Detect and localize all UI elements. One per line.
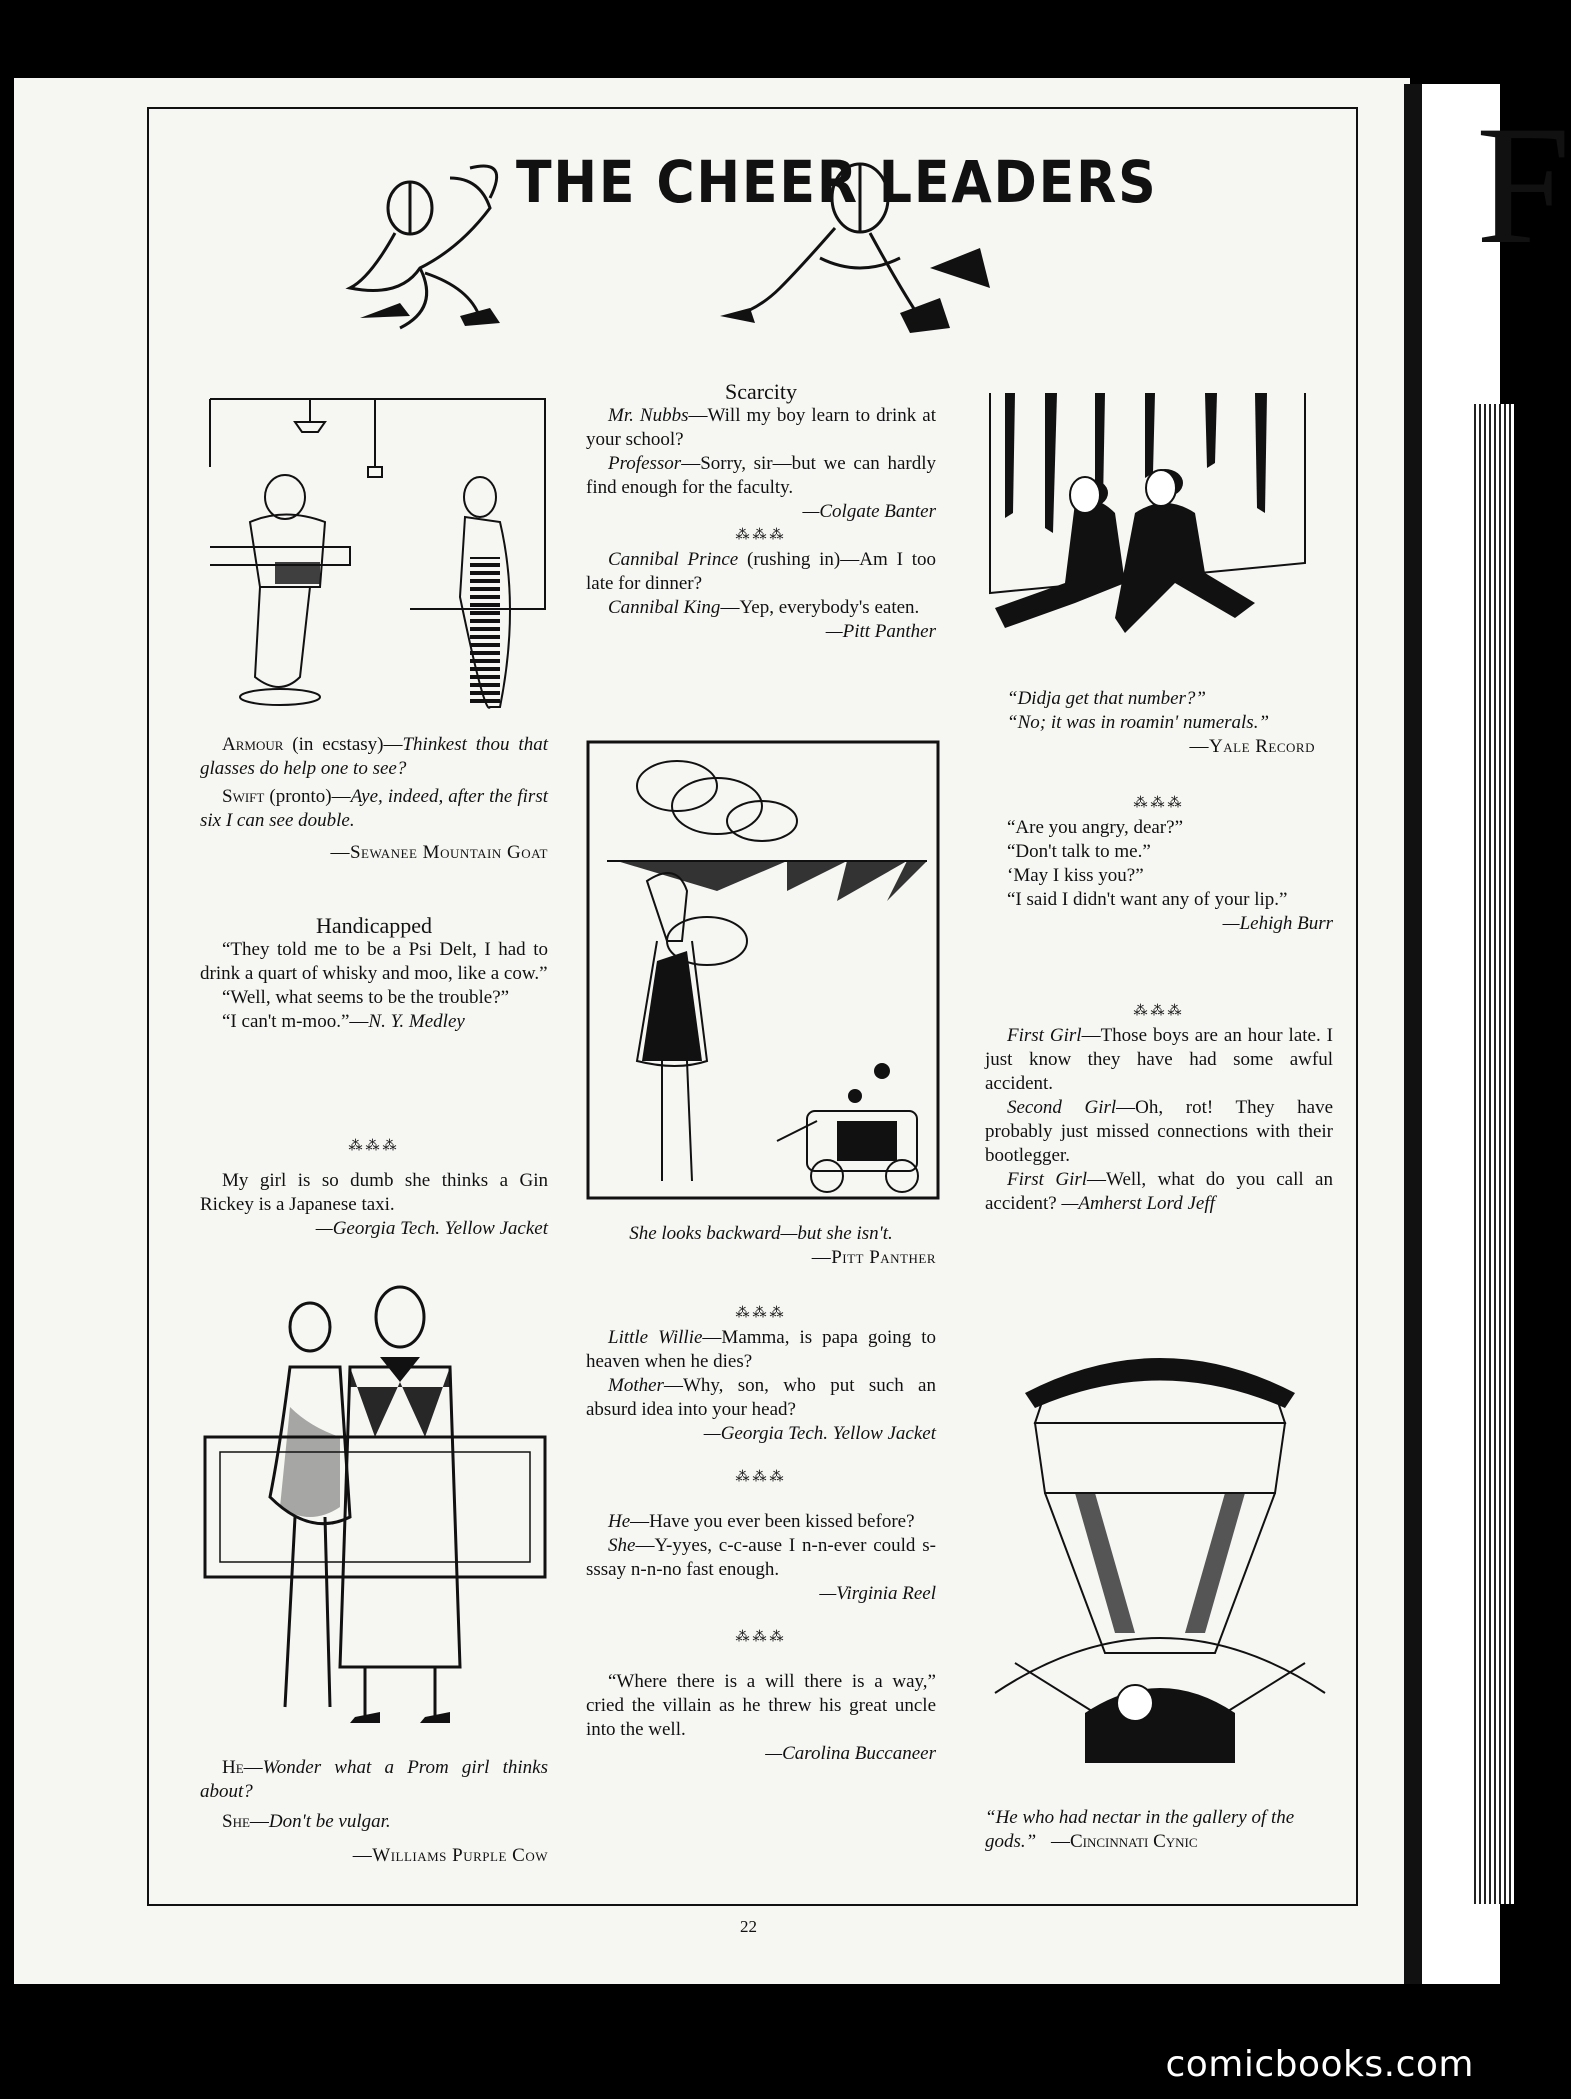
angry-line-4: “I said I didn't want any of your lip.” — [1007, 889, 1288, 910]
attribution-cincinnati: —Cincinnati Cynic — [1050, 1831, 1198, 1852]
speaker-first-girl-2: First Girl — [1007, 1169, 1088, 1190]
attribution-lehigh: —Lehigh Burr — [1222, 913, 1333, 934]
accident-line-2: —Oh, rot! They have probably just missed connections with their bootlegger. — [985, 1097, 1334, 1166]
attribution-virginia-reel: —Virginia Reel — [819, 1583, 936, 1604]
handicapped-joke — [200, 914, 548, 1034]
speaker-mr-nubbs: Mr. Nubbs — [608, 405, 689, 426]
page-title: THE CHEER LEADERS — [516, 148, 1158, 216]
angry-joke — [985, 792, 1333, 936]
attribution-colgate: —Colgate Banter — [802, 501, 936, 522]
willie-line-1: —Mamma, is papa going to heaven when he dies? — [586, 1327, 936, 1372]
speaker-second-girl: Second Girl — [1007, 1097, 1117, 1118]
willie-line-2: —Why, son, who put such an absurd idea into your head? — [586, 1375, 936, 1420]
armour-line: Thinkest thou that glasses do help one to see? — [200, 734, 548, 779]
separator: ⁂⁂⁂ — [735, 1306, 787, 1321]
attribution-williams: —Williams Purple Cow — [352, 1845, 548, 1866]
site-watermark: comicbooks.com — [1165, 2044, 1474, 2085]
swift-line: Aye, indeed, after the first six I can see double. — [200, 786, 548, 831]
separator: ⁂⁂⁂ — [1133, 1004, 1185, 1019]
speaker-professor: Professor — [608, 453, 682, 474]
page-gutter — [1404, 84, 1422, 1984]
scarcity-line-2: —Sorry, sir—but we can hardly find enough for the faculty. — [586, 453, 936, 498]
attribution-carolina: —Carolina Buccaneer — [765, 1743, 936, 1764]
shower-cartoon — [200, 387, 552, 712]
joke-title-scarcity: Scarcity — [724, 379, 798, 404]
speaker-cannibal-king: Cannibal King — [608, 597, 721, 618]
handicapped-line-3: “I can't m-moo.”— — [222, 1011, 369, 1032]
will-way-text: “Where there is a will there is a way,” cried the villain as he threw his great uncle into the well. — [586, 1671, 936, 1740]
facing-page-illustration — [1474, 404, 1514, 1904]
joke-title-handicapped: Handicapped — [315, 913, 433, 938]
speaker-first-girl: First Girl — [1007, 1025, 1082, 1046]
separator: ⁂⁂⁂ — [348, 1139, 400, 1154]
separator: ⁂⁂⁂ — [735, 1630, 787, 1645]
angry-line-2: “Don't talk to me.” — [1007, 841, 1151, 862]
prom-she-line: Don't be vulgar. — [268, 1811, 391, 1832]
speaker-she: She — [222, 1811, 250, 1832]
kissed-line-2: —Y-yyes, c-c-ause I n-n-ever could s-sssay n-n-no fast enough. — [586, 1535, 936, 1580]
facing-page-edge — [1404, 84, 1571, 1984]
gin-rickey-joke — [200, 1169, 548, 1241]
attribution-pitt-panther-2: —Pitt Panther — [811, 1247, 936, 1268]
swift-aside: (pronto)— — [264, 786, 351, 807]
cannibal-line-2: —Yep, everybody's eaten. — [720, 597, 920, 618]
number-answer: “No; it was in roamin' numerals.” — [1007, 712, 1270, 733]
cannibal-line-1: (rushing in)—Am I too late for dinner? — [586, 549, 936, 594]
handicapped-line-2: “Well, what seems to be the trouble?” — [222, 987, 510, 1008]
speaker-swift: Swift — [222, 786, 265, 807]
accident-joke — [985, 1000, 1333, 1216]
angry-line-3: ‘May I kiss you?” — [1007, 865, 1144, 886]
backward-flapper-cartoon — [587, 741, 939, 1221]
handicapped-line-1: “They told me to be a Psi Delt, I had to drink a quart of whisky and moo, like a cow.” — [200, 939, 548, 984]
kissed-line-1: —Have you ever been kissed before? — [630, 1511, 915, 1532]
speaker-little-willie: Little Willie — [608, 1327, 703, 1348]
speaker-he: He — [222, 1757, 244, 1778]
separator: ⁂⁂⁂ — [1133, 796, 1185, 811]
speaker-he-2: He — [608, 1511, 631, 1532]
prom-he-line: Wonder what a Prom girl thinks about? — [200, 1757, 548, 1802]
prom-couple-cartoon — [200, 1287, 552, 1727]
number-question: “Didja get that number?” — [1007, 688, 1206, 709]
attribution-yale: —Yale Record — [1189, 736, 1315, 757]
speaker-cannibal-prince: Cannibal Prince — [608, 549, 739, 570]
accident-line-1: —Those boys are an hour late. I just know they have had some awful accident. — [985, 1025, 1333, 1094]
attribution-georgia-tech-2: —Georgia Tech. Yellow Jacket — [703, 1423, 936, 1444]
armour-aside: (in ecstasy)— — [283, 734, 403, 755]
facing-page-letter: F — [1476, 91, 1571, 279]
number-joke — [985, 687, 1315, 759]
accident-line-3: —Well, what do you call an accident? — [985, 1169, 1333, 1214]
gallery-joke — [985, 1806, 1333, 1854]
column-2-lower-jokes — [586, 1302, 936, 1766]
page-number: 22 — [740, 1917, 757, 1936]
gallery-caption: “He who had nectar in the gallery of the gods.” — [985, 1807, 1295, 1852]
backward-caption: She looks backward—but she isn't. — [629, 1223, 893, 1244]
speaker-mother: Mother — [608, 1375, 664, 1396]
attribution-georgia-tech: —Georgia Tech. Yellow Jacket — [315, 1218, 548, 1239]
speaker-armour: Armour — [222, 734, 284, 755]
attribution-sewanee: —Sewanee Mountain Goat — [330, 842, 548, 863]
speaker-she-2: She — [608, 1535, 636, 1556]
scarcity-joke — [586, 380, 936, 644]
attribution-medley: N. Y. Medley — [368, 1011, 465, 1032]
backward-caption-block — [586, 1222, 936, 1270]
armour-swift-joke — [200, 733, 548, 865]
attribution-pitt-panther: —Pitt Panther — [825, 621, 936, 642]
scarcity-line-1: —Will my boy learn to drink at your school? — [586, 405, 936, 450]
gin-rickey-text: My girl is so dumb she thinks a Gin Rickey is a Japanese taxi. — [200, 1170, 548, 1215]
number-cartoon — [975, 383, 1325, 673]
prom-girl-joke: He—Wonder what a Prom girl thinks about? She—Don't be vulgar. —Williams Purple Cow — [200, 1757, 548, 1866]
separator: ⁂⁂⁂ — [735, 1470, 787, 1485]
attribution-amherst: —Amherst Lord Jeff — [1061, 1193, 1215, 1214]
separator: ⁂⁂⁂ — [735, 528, 787, 543]
angry-line-1: “Are you angry, dear?” — [1007, 817, 1184, 838]
theater-gallery-cartoon — [985, 1333, 1335, 1773]
